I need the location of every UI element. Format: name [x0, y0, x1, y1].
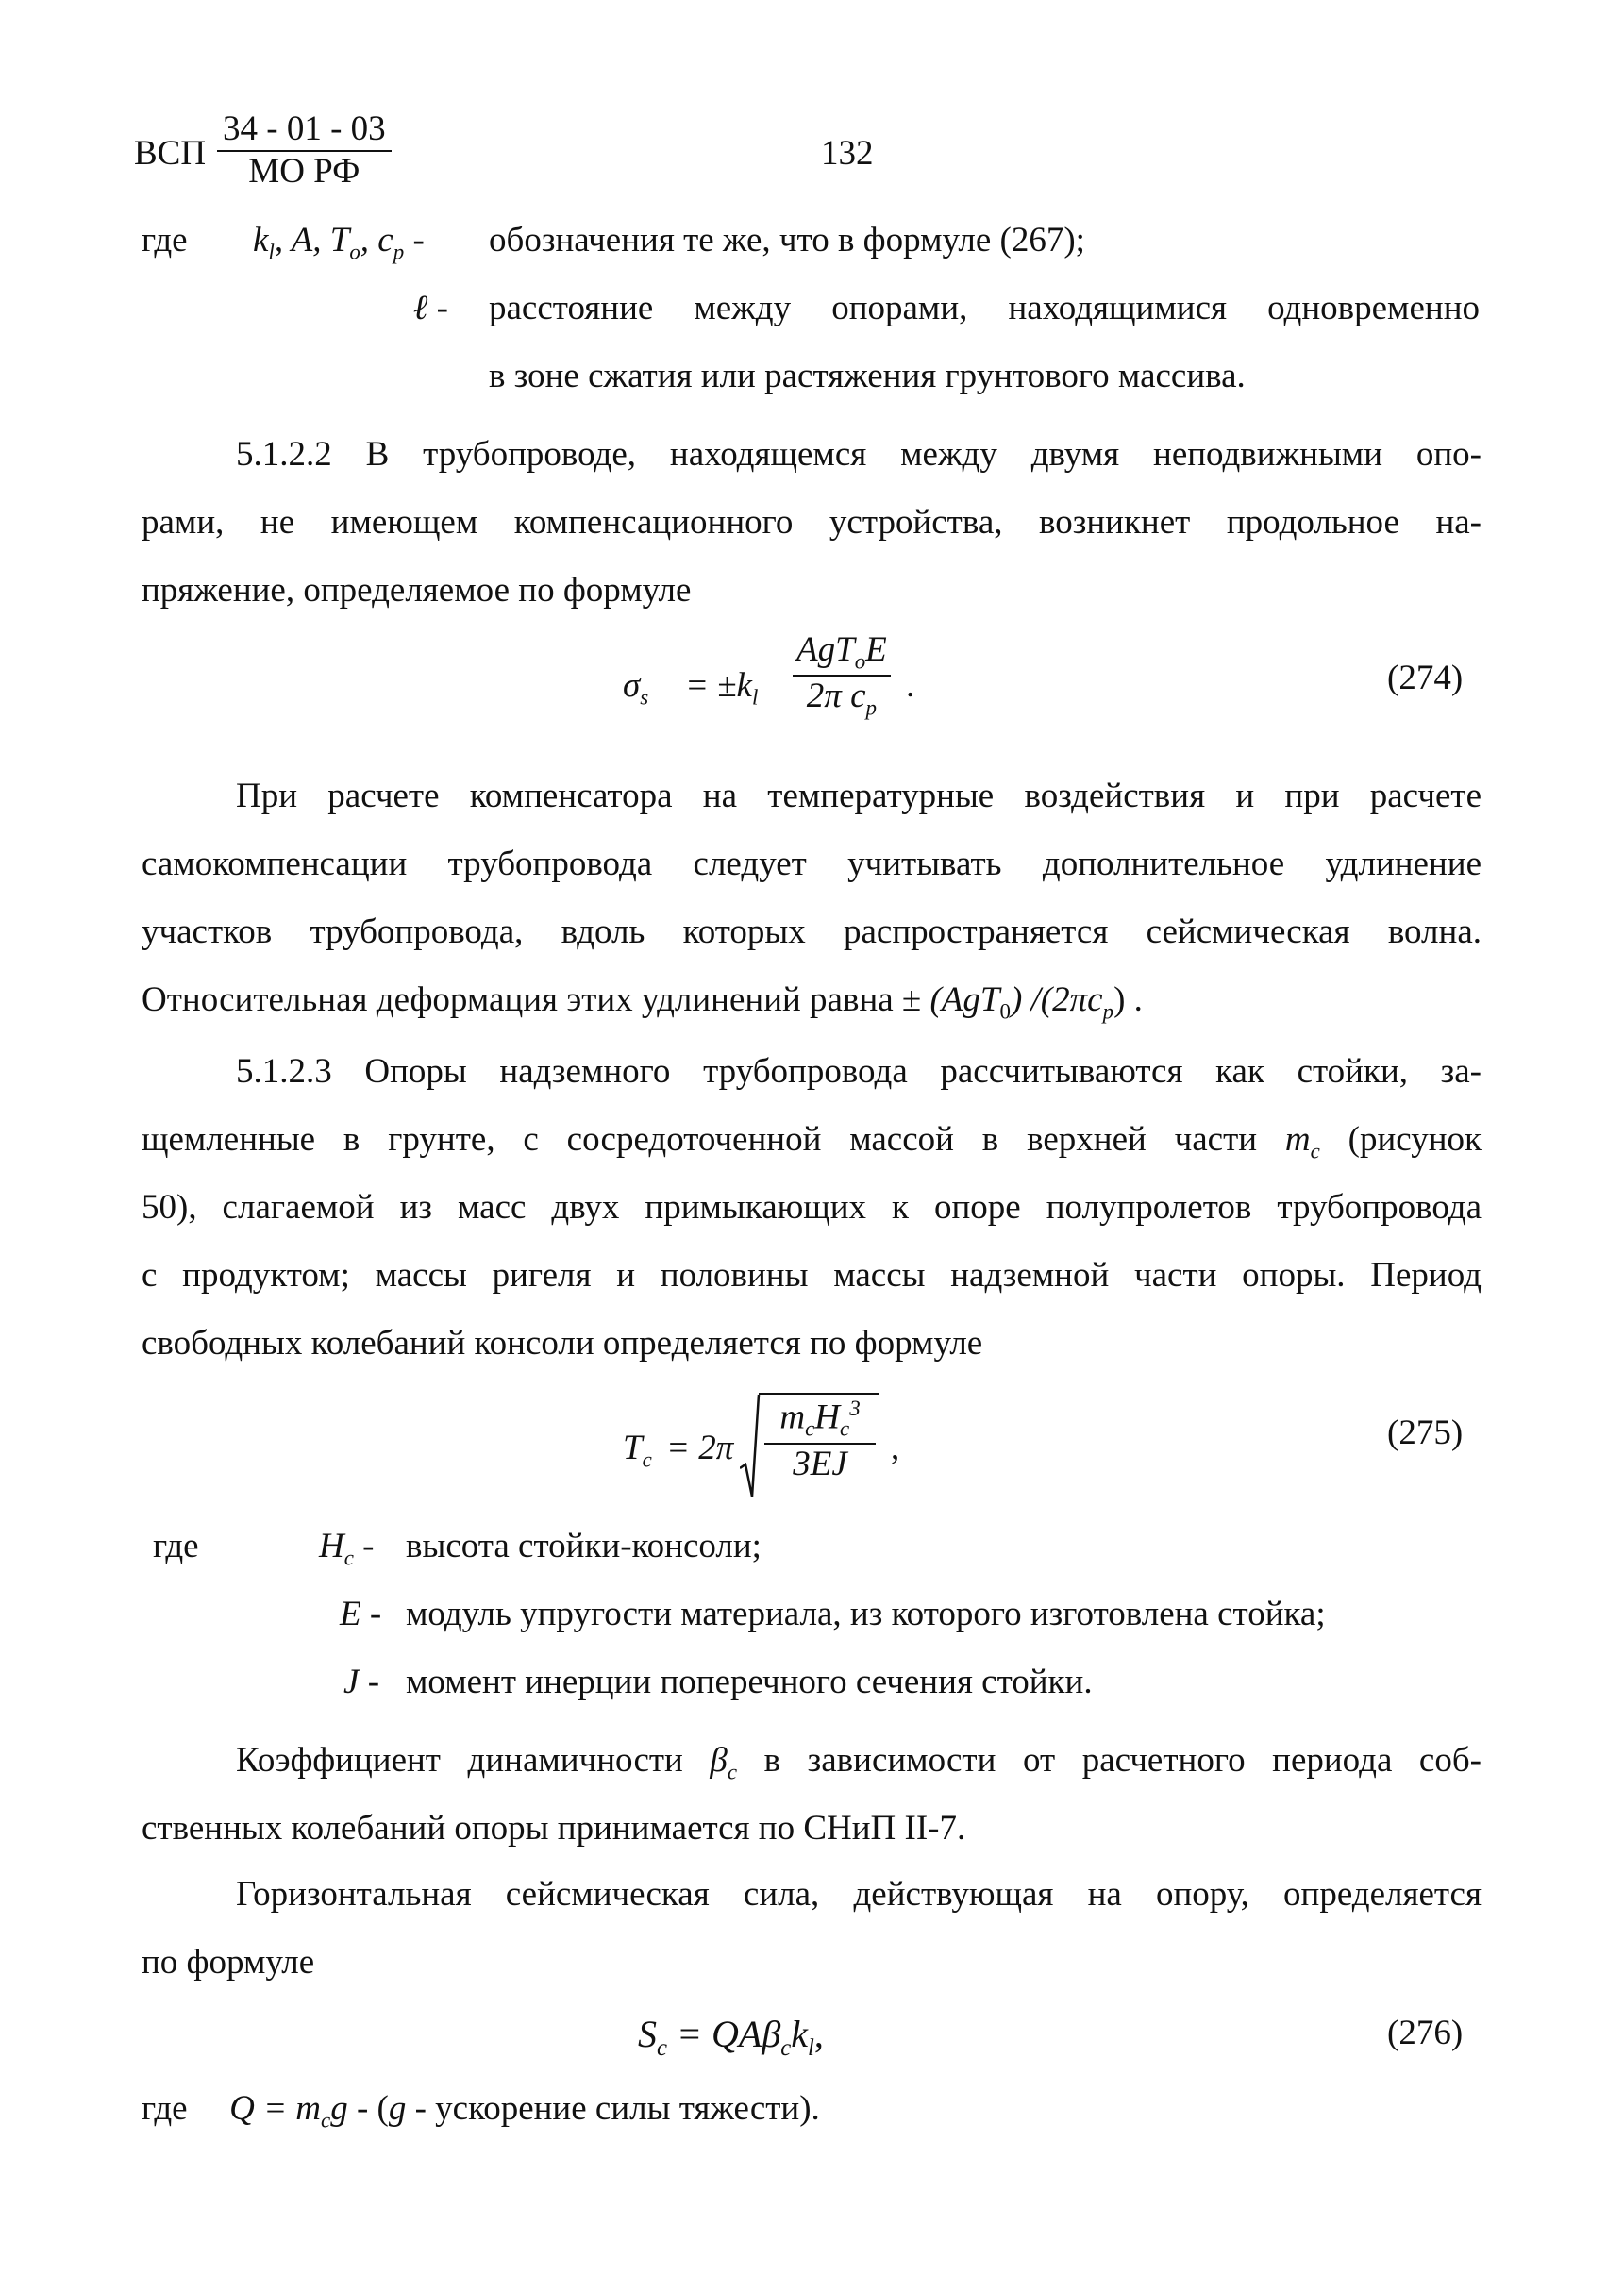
formula-275-fraction: $m_cH_c^3$ 3EJ — [764, 1398, 876, 1481]
section-5123-line: 5.1.2.3 Опоры надземного трубопровода рассчитываются как стойки, за- — [236, 1052, 1482, 1091]
para-coefficient-line: ственных колебаний опоры принимается по СНиП II-7. — [142, 1809, 966, 1848]
para-coefficient — [142, 1727, 1482, 1863]
def-symbol-2: ℓ - — [413, 289, 448, 327]
section-5123-line: щемленные в грунте, с сосредоточенной массой в верхней части $m_c$ (рисунок — [142, 1120, 1482, 1163]
def2-item-text: высота стойки-консоли; — [406, 1527, 762, 1565]
para-force-line: по формуле — [142, 1943, 315, 1982]
para-force-line: Горизонтальная сейсмическая сила, действующая на опору, определяется — [236, 1875, 1482, 1914]
formula-275-lhs: $T_c$ — [623, 1429, 652, 1472]
sqrt-sign — [740, 1393, 761, 1500]
section-5122 — [142, 421, 1482, 625]
sqrt-bar — [759, 1393, 879, 1395]
header-prefix: ВСП — [134, 134, 207, 173]
where-label-2: где — [153, 1527, 199, 1565]
para-compensator-line: самокомпенсации трубопровода следует учитывать дополнительное удлинение — [142, 845, 1482, 883]
section-5123-line: 50), слагаемой из масс двух примыкающих к опоре полупролетов трубопровода — [142, 1188, 1482, 1227]
section-5123 — [142, 1038, 1482, 1378]
section-5123-line: с продуктом; массы ригеля и половины массы надземной части опоры. Период — [142, 1256, 1482, 1295]
final-line: где $Q = m_cg - (g$ - ускорение силы тяжести). — [142, 2089, 820, 2133]
para-coefficient-line: Коэффициент динамичности $\beta_c$ в зависимости от расчетного периода соб- — [236, 1741, 1482, 1784]
def2-item-sym: $H_c$ - — [319, 1527, 375, 1570]
def2-item-text: момент инерции поперечного сечения стойки. — [406, 1663, 1093, 1701]
def-text-2a: расстояние между опорами, находящимися одновременно — [489, 289, 1480, 327]
page-number: 132 — [821, 134, 874, 173]
para-compensator-line: При расчете компенсатора на температурные воздействия и при расчете — [236, 777, 1482, 815]
para-compensator-last-line: Относительная деформация этих удлинений равна ± (AgT$_0$) $/(2\pi c_p)$ . — [142, 980, 1143, 1024]
def2-item-sym: E - — [340, 1595, 382, 1633]
section-5122-line: рами, не имеющем компенсационного устройства, возникнет продольное на- — [142, 503, 1482, 542]
para-compensator-line: участков трубопровода, вдоль которых распространяется сейсмическая волна. — [142, 912, 1482, 951]
def-symbols-1: $k_l$, A, $T_o$, $c_p$ - — [253, 221, 425, 264]
formula-274-tail: . — [906, 666, 915, 705]
formula-276-label: (276) — [1387, 2014, 1464, 2052]
para-compensator — [142, 762, 1482, 1034]
header-code-fraction — [217, 111, 392, 189]
formula-276: $S_c = QA\beta_ck_l$, — [638, 2013, 824, 2061]
section-5122-line: пряжение, определяемое по формуле — [142, 571, 692, 610]
formula-274-eq: = $\pm k_l$ — [685, 666, 759, 710]
section-5122-line: 5.1.2.2 В трубопроводе, находящемся между двумя неподвижными опо- — [236, 435, 1482, 474]
header-code-denominator: МО РФ — [248, 152, 360, 191]
formula-275-eq: = 2π — [666, 1429, 734, 1467]
def-text-1: обозначения те же, что в формуле (267); — [489, 221, 1085, 259]
para-force — [142, 1861, 1482, 1997]
def-text-2b: в зоне сжатия или растяжения грунтового массива. — [489, 357, 1246, 395]
formula-274-fraction: AgT$_o$E 2π $c_p$ — [793, 632, 891, 720]
def2-item-sym: J - — [343, 1663, 380, 1701]
formula-275-label: (275) — [1387, 1414, 1464, 1452]
formula-275-tail: , — [891, 1429, 900, 1467]
def2-item-text: модуль упругости материала, из которого изготовлена стойка; — [406, 1595, 1326, 1633]
section-5123-line: свободных колебаний консоли определяется по формуле — [142, 1324, 983, 1363]
header-code-numerator: 34 - 01 - 03 — [217, 111, 392, 152]
formula-274-lhs: $\sigma_s$ — [623, 666, 649, 710]
where-label-1: где — [142, 221, 188, 259]
formula-274-label: (274) — [1387, 659, 1464, 697]
where-label-3: где — [142, 2089, 188, 2128]
